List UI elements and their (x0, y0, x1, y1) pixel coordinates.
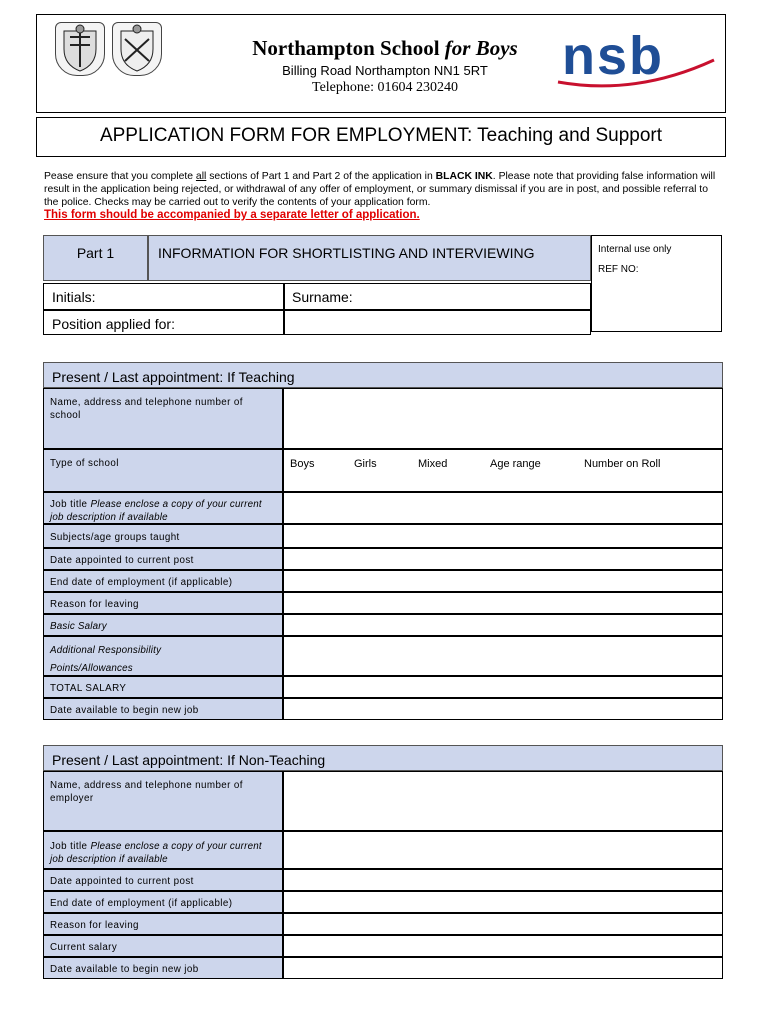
current-salary-label: Current salary (43, 935, 283, 957)
internal-use-label: Internal use only (598, 244, 672, 255)
surname-label: Surname: (292, 289, 353, 305)
non-teaching-job-title-field[interactable] (283, 831, 723, 869)
school-telephone: Telephone: 01604 230240 (312, 80, 458, 95)
teaching-date-available-label: Date available to begin new job (43, 698, 283, 720)
subjects-label: Subjects/age groups taught (43, 524, 283, 548)
additional-responsibility-label: Additional Responsibility Points/Allowances (43, 636, 283, 676)
position-label-cell (43, 310, 284, 335)
option-girls: Girls (354, 458, 377, 470)
ref-no-label: REF NO: (598, 264, 639, 275)
teaching-job-title-label: Job title Please enclose a copy of your current job description if available (43, 492, 283, 524)
part1-label: Part 1 (76, 245, 115, 261)
intro-text: Pease ensure that you complete all sections of Part 1 and Part 2 of the application in BLACK INK. Please note that providing false information will result in the application being rejected, or withdrawal of any offer of employment, or summary dismissal if you are in post, and possible referral to the police. Checks may be carried out to verify the contents of your application form. (44, 171, 716, 208)
school-address: Billing Road Northampton NN1 5RT (282, 63, 488, 78)
non-teaching-heading: Present / Last appointment: If Non-Teaching (43, 745, 723, 771)
non-teaching-date-appointed-label: Date appointed to current post (43, 869, 283, 891)
non-teaching-name-address-label: Name, address and telephone number of employer (43, 771, 283, 831)
position-label: Position applied for: (52, 316, 175, 332)
teaching-reason-field[interactable] (283, 592, 723, 614)
teaching-name-address-label: Name, address and telephone number of school (43, 388, 283, 449)
school-name: Northampton School for Boys (252, 36, 518, 60)
part1-heading-cell (148, 235, 591, 281)
teaching-end-date-field[interactable] (283, 570, 723, 592)
additional-responsibility-field[interactable] (283, 636, 723, 676)
initials-label: Initials: (52, 289, 96, 305)
teaching-name-address-field[interactable] (283, 388, 723, 449)
type-of-school-field[interactable] (283, 449, 723, 492)
initials-field[interactable] (43, 283, 284, 310)
non-teaching-job-title-label: Job title Please enclose a copy of your current job description if available (43, 831, 283, 869)
non-teaching-reason-label: Reason for leaving (43, 913, 283, 935)
basic-salary-field[interactable] (283, 614, 723, 636)
teaching-heading: Present / Last appointment: If Teaching (43, 362, 723, 388)
basic-salary-label: Basic Salary (43, 614, 283, 636)
non-teaching-name-address-field[interactable] (283, 771, 723, 831)
letter-warning: This form should be accompanied by a separate letter of application. (44, 209, 420, 221)
nsb-logo-icon (556, 30, 716, 92)
borough-crest-icon (55, 22, 105, 76)
part1-label-cell (43, 235, 148, 281)
svg-text:nsb: nsb (562, 30, 665, 86)
option-mixed: Mixed (418, 458, 448, 470)
current-salary-field[interactable] (283, 935, 723, 957)
non-teaching-date-available-label: Date available to begin new job (43, 957, 283, 979)
position-field[interactable] (284, 310, 591, 335)
surname-field[interactable] (284, 283, 591, 310)
non-teaching-date-available-field[interactable] (283, 957, 723, 979)
option-age-range: Age range (490, 458, 541, 470)
non-teaching-date-appointed-field[interactable] (283, 869, 723, 891)
non-teaching-reason-field[interactable] (283, 913, 723, 935)
teaching-date-available-field[interactable] (283, 698, 723, 720)
teaching-reason-label: Reason for leaving (43, 592, 283, 614)
option-number-on-roll: Number on Roll (584, 458, 661, 470)
internal-use-box[interactable] (591, 235, 722, 332)
non-teaching-end-date-field[interactable] (283, 891, 723, 913)
non-teaching-end-date-label: End date of employment (if applicable) (43, 891, 283, 913)
teaching-end-date-label: End date of employment (if applicable) (43, 570, 283, 592)
total-salary-label: TOTAL SALARY (43, 676, 283, 698)
option-boys: Boys (290, 458, 315, 470)
teaching-date-appointed-label: Date appointed to current post (43, 548, 283, 570)
teaching-date-appointed-field[interactable] (283, 548, 723, 570)
subjects-field[interactable] (283, 524, 723, 548)
part1-heading: INFORMATION FOR SHORTLISTING AND INTERVIEWING (158, 245, 535, 261)
teaching-job-title-field[interactable] (283, 492, 723, 524)
total-salary-field[interactable] (283, 676, 723, 698)
form-title: APPLICATION FORM FOR EMPLOYMENT: Teaching and Support (36, 117, 726, 157)
type-of-school-label: Type of school (43, 449, 283, 492)
school-crest-icon (112, 22, 162, 76)
